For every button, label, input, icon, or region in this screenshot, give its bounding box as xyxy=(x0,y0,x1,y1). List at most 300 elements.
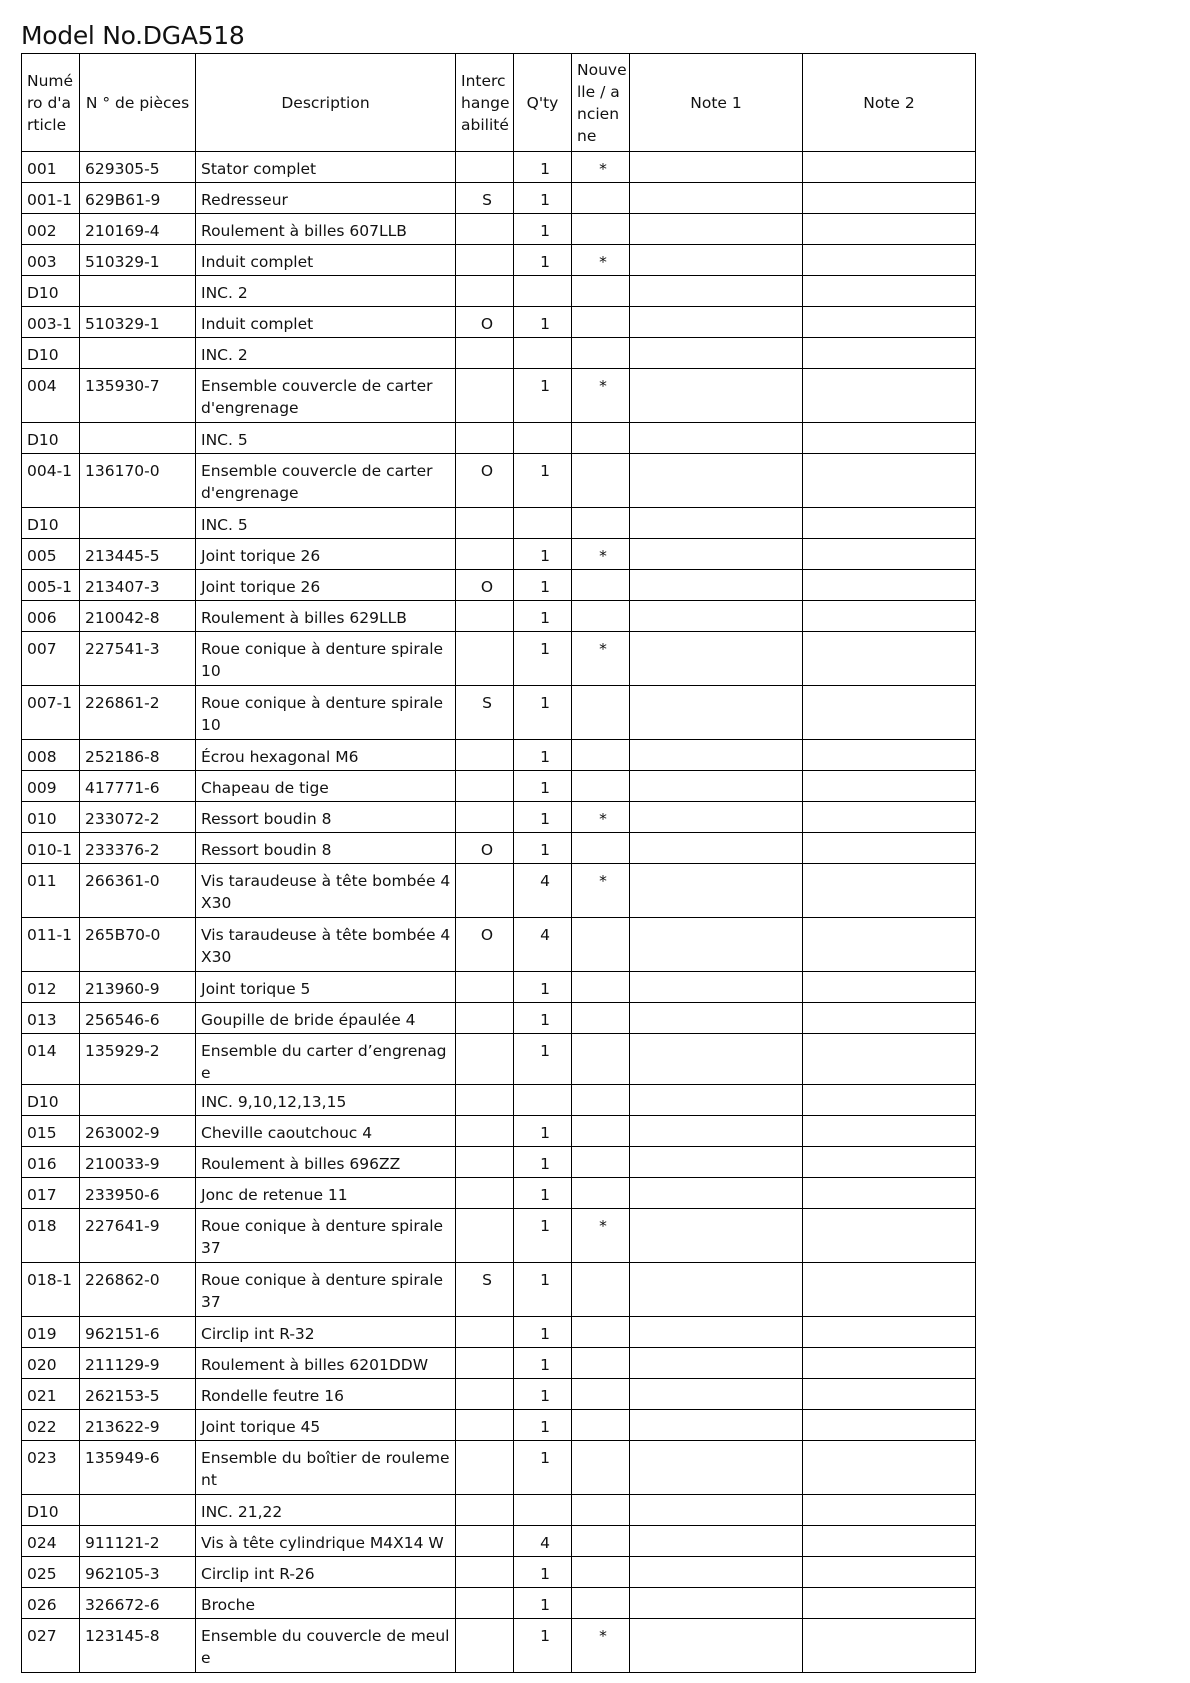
cell-part-number xyxy=(80,1085,196,1116)
cell-item-number: 010-1 xyxy=(22,833,80,864)
cell-note-1 xyxy=(630,276,803,307)
cell-part-number: 226862-0 xyxy=(80,1263,196,1317)
cell-item-number: 001-1 xyxy=(22,183,80,214)
cell-new-old xyxy=(572,1441,630,1495)
cell-new-old xyxy=(572,833,630,864)
cell-note-1 xyxy=(630,214,803,245)
cell-interchangeability xyxy=(456,1209,514,1263)
cell-interchangeability xyxy=(456,1085,514,1116)
cell-interchangeability xyxy=(456,1441,514,1495)
cell-note-2 xyxy=(803,245,976,276)
cell-note-1 xyxy=(630,601,803,632)
cell-note-2 xyxy=(803,601,976,632)
table-row xyxy=(22,1209,976,1263)
cell-note-2 xyxy=(803,214,976,245)
cell-quantity: 1 xyxy=(514,1379,572,1410)
cell-interchangeability xyxy=(456,1178,514,1209)
cell-note-1 xyxy=(630,338,803,369)
cell-interchangeability xyxy=(456,423,514,454)
cell-item-number: 025 xyxy=(22,1557,80,1588)
table-row xyxy=(22,686,976,740)
cell-quantity: 1 xyxy=(514,1034,572,1085)
cell-item-number: 001 xyxy=(22,152,80,183)
cell-quantity: 1 xyxy=(514,972,572,1003)
cell-item-number: 015 xyxy=(22,1116,80,1147)
cell-part-number: 252186-8 xyxy=(80,740,196,771)
cell-note-2 xyxy=(803,1619,976,1673)
header-note-1: Note 1 xyxy=(630,54,803,152)
cell-item-number: 004 xyxy=(22,369,80,423)
cell-description: Redresseur xyxy=(196,183,456,214)
cell-note-2 xyxy=(803,1495,976,1526)
cell-quantity xyxy=(514,508,572,539)
cell-note-2 xyxy=(803,1116,976,1147)
cell-item-number: D10 xyxy=(22,508,80,539)
cell-description: Joint torique 26 xyxy=(196,539,456,570)
cell-note-2 xyxy=(803,686,976,740)
cell-item-number: 022 xyxy=(22,1410,80,1441)
cell-note-2 xyxy=(803,918,976,972)
table-row xyxy=(22,1116,976,1147)
cell-note-2 xyxy=(803,972,976,1003)
table-row xyxy=(22,1441,976,1495)
cell-part-number: 263002-9 xyxy=(80,1116,196,1147)
table-row xyxy=(22,1085,976,1116)
cell-part-number: 210042-8 xyxy=(80,601,196,632)
cell-quantity: 1 xyxy=(514,1441,572,1495)
cell-new-old xyxy=(572,601,630,632)
cell-new-old xyxy=(572,1379,630,1410)
cell-item-number: 019 xyxy=(22,1317,80,1348)
table-row xyxy=(22,276,976,307)
cell-note-1 xyxy=(630,1209,803,1263)
cell-note-1 xyxy=(630,508,803,539)
cell-description: Induit complet xyxy=(196,307,456,338)
cell-description: Vis taraudeuse à tête bombée 4X30 xyxy=(196,864,456,918)
cell-new-old xyxy=(572,686,630,740)
cell-note-1 xyxy=(630,1526,803,1557)
cell-interchangeability xyxy=(456,338,514,369)
cell-note-2 xyxy=(803,338,976,369)
cell-part-number: 629B61-9 xyxy=(80,183,196,214)
cell-interchangeability xyxy=(456,864,514,918)
cell-interchangeability xyxy=(456,1116,514,1147)
cell-quantity: 1 xyxy=(514,802,572,833)
cell-item-number: D10 xyxy=(22,338,80,369)
cell-note-1 xyxy=(630,454,803,508)
cell-item-number: D10 xyxy=(22,1495,80,1526)
cell-quantity xyxy=(514,423,572,454)
cell-interchangeability: S xyxy=(456,183,514,214)
cell-item-number: 003-1 xyxy=(22,307,80,338)
cell-note-2 xyxy=(803,276,976,307)
cell-new-old xyxy=(572,1410,630,1441)
table-row xyxy=(22,771,976,802)
cell-item-number: 018-1 xyxy=(22,1263,80,1317)
table-row xyxy=(22,214,976,245)
cell-new-old xyxy=(572,1588,630,1619)
cell-item-number: 027 xyxy=(22,1619,80,1673)
table-row xyxy=(22,245,976,276)
cell-note-1 xyxy=(630,307,803,338)
cell-part-number: 326672-6 xyxy=(80,1588,196,1619)
cell-part-number: 213407-3 xyxy=(80,570,196,601)
cell-part-number: 227641-9 xyxy=(80,1209,196,1263)
cell-description: Ressort boudin 8 xyxy=(196,802,456,833)
cell-description: Roulement à billes 6201DDW xyxy=(196,1348,456,1379)
cell-description: Broche xyxy=(196,1588,456,1619)
cell-quantity: 1 xyxy=(514,1147,572,1178)
cell-note-2 xyxy=(803,423,976,454)
cell-interchangeability: S xyxy=(456,1263,514,1317)
table-row xyxy=(22,1526,976,1557)
cell-part-number xyxy=(80,423,196,454)
table-row xyxy=(22,539,976,570)
header-interchangeability: Interchangeabilité xyxy=(456,54,514,152)
cell-quantity: 4 xyxy=(514,864,572,918)
cell-item-number: 023 xyxy=(22,1441,80,1495)
cell-note-2 xyxy=(803,1178,976,1209)
cell-new-old xyxy=(572,307,630,338)
cell-note-1 xyxy=(630,152,803,183)
cell-description: Écrou hexagonal M6 xyxy=(196,740,456,771)
cell-new-old xyxy=(572,508,630,539)
table-row xyxy=(22,740,976,771)
cell-interchangeability: O xyxy=(456,918,514,972)
cell-interchangeability: O xyxy=(456,454,514,508)
cell-quantity: 1 xyxy=(514,570,572,601)
cell-note-2 xyxy=(803,1588,976,1619)
header-row xyxy=(22,54,976,152)
cell-note-1 xyxy=(630,740,803,771)
cell-note-2 xyxy=(803,864,976,918)
cell-item-number: 006 xyxy=(22,601,80,632)
cell-part-number: 213445-5 xyxy=(80,539,196,570)
cell-description: Roulement à billes 629LLB xyxy=(196,601,456,632)
cell-note-2 xyxy=(803,1557,976,1588)
cell-description: Roue conique à denture spirale 37 xyxy=(196,1263,456,1317)
cell-quantity: 1 xyxy=(514,833,572,864)
cell-item-number: 005-1 xyxy=(22,570,80,601)
cell-note-1 xyxy=(630,1588,803,1619)
cell-note-2 xyxy=(803,1085,976,1116)
cell-note-2 xyxy=(803,771,976,802)
cell-quantity: 1 xyxy=(514,601,572,632)
cell-item-number: 021 xyxy=(22,1379,80,1410)
cell-quantity: 1 xyxy=(514,369,572,423)
cell-note-1 xyxy=(630,1441,803,1495)
cell-note-1 xyxy=(630,539,803,570)
cell-item-number: 018 xyxy=(22,1209,80,1263)
cell-part-number: 962105-3 xyxy=(80,1557,196,1588)
cell-description: Joint torique 45 xyxy=(196,1410,456,1441)
cell-note-2 xyxy=(803,1379,976,1410)
cell-item-number: 008 xyxy=(22,740,80,771)
cell-part-number: 962151-6 xyxy=(80,1317,196,1348)
cell-description: INC. 21,22 xyxy=(196,1495,456,1526)
parts-table xyxy=(21,53,976,1673)
cell-quantity: 1 xyxy=(514,1317,572,1348)
cell-description: Circlip int R-26 xyxy=(196,1557,456,1588)
cell-quantity: 1 xyxy=(514,1116,572,1147)
cell-note-1 xyxy=(630,1410,803,1441)
cell-description: INC. 2 xyxy=(196,276,456,307)
cell-description: Goupille de bride épaulée 4 xyxy=(196,1003,456,1034)
cell-quantity: 1 xyxy=(514,152,572,183)
cell-new-old xyxy=(572,338,630,369)
cell-quantity xyxy=(514,1085,572,1116)
cell-interchangeability: O xyxy=(456,833,514,864)
cell-description: INC. 5 xyxy=(196,508,456,539)
cell-part-number: 210033-9 xyxy=(80,1147,196,1178)
cell-quantity xyxy=(514,276,572,307)
cell-new-old xyxy=(572,1263,630,1317)
cell-note-2 xyxy=(803,1441,976,1495)
cell-description: Roue conique à denture spirale 10 xyxy=(196,632,456,686)
cell-note-2 xyxy=(803,570,976,601)
cell-quantity: 1 xyxy=(514,539,572,570)
cell-note-1 xyxy=(630,686,803,740)
cell-interchangeability: O xyxy=(456,570,514,601)
cell-note-2 xyxy=(803,539,976,570)
cell-item-number: 011 xyxy=(22,864,80,918)
cell-part-number: 233376-2 xyxy=(80,833,196,864)
table-row xyxy=(22,1410,976,1441)
cell-item-number: 004-1 xyxy=(22,454,80,508)
cell-new-old: * xyxy=(572,369,630,423)
cell-note-1 xyxy=(630,1003,803,1034)
cell-note-1 xyxy=(630,1348,803,1379)
cell-note-1 xyxy=(630,1619,803,1673)
cell-note-1 xyxy=(630,570,803,601)
cell-part-number: 510329-1 xyxy=(80,245,196,276)
cell-interchangeability: S xyxy=(456,686,514,740)
cell-part-number: 136170-0 xyxy=(80,454,196,508)
cell-note-1 xyxy=(630,1085,803,1116)
cell-note-1 xyxy=(630,245,803,276)
cell-item-number: 024 xyxy=(22,1526,80,1557)
cell-note-1 xyxy=(630,183,803,214)
table-row xyxy=(22,1034,976,1085)
cell-new-old xyxy=(572,972,630,1003)
cell-item-number: D10 xyxy=(22,1085,80,1116)
cell-part-number xyxy=(80,276,196,307)
cell-note-2 xyxy=(803,454,976,508)
cell-description: Roue conique à denture spirale 37 xyxy=(196,1209,456,1263)
cell-item-number: 007 xyxy=(22,632,80,686)
cell-quantity xyxy=(514,338,572,369)
cell-quantity: 1 xyxy=(514,1178,572,1209)
cell-quantity: 1 xyxy=(514,740,572,771)
table-row xyxy=(22,1003,976,1034)
cell-new-old: * xyxy=(572,1209,630,1263)
cell-interchangeability xyxy=(456,539,514,570)
cell-description: Roulement à billes 607LLB xyxy=(196,214,456,245)
cell-description: Ensemble couvercle de carter d'engrenage xyxy=(196,454,456,508)
cell-note-1 xyxy=(630,1178,803,1209)
table-row xyxy=(22,1495,976,1526)
table-row xyxy=(22,369,976,423)
cell-description: Joint torique 5 xyxy=(196,972,456,1003)
cell-new-old: * xyxy=(572,802,630,833)
cell-part-number: 256546-6 xyxy=(80,1003,196,1034)
cell-note-1 xyxy=(630,1116,803,1147)
cell-note-2 xyxy=(803,1526,976,1557)
cell-interchangeability xyxy=(456,1379,514,1410)
cell-part-number: 213622-9 xyxy=(80,1410,196,1441)
model-title: Model No.DGA518 xyxy=(21,21,245,50)
cell-interchangeability xyxy=(456,1526,514,1557)
cell-note-1 xyxy=(630,1379,803,1410)
cell-new-old xyxy=(572,570,630,601)
cell-part-number: 227541-3 xyxy=(80,632,196,686)
cell-note-2 xyxy=(803,1348,976,1379)
cell-note-2 xyxy=(803,1263,976,1317)
cell-item-number: D10 xyxy=(22,423,80,454)
table-row xyxy=(22,632,976,686)
table-row xyxy=(22,183,976,214)
table-row xyxy=(22,802,976,833)
cell-quantity xyxy=(514,1495,572,1526)
cell-item-number: 007-1 xyxy=(22,686,80,740)
cell-note-2 xyxy=(803,508,976,539)
cell-interchangeability xyxy=(456,1147,514,1178)
cell-interchangeability xyxy=(456,1003,514,1034)
cell-new-old xyxy=(572,740,630,771)
table-row xyxy=(22,570,976,601)
cell-note-2 xyxy=(803,740,976,771)
cell-note-1 xyxy=(630,1495,803,1526)
cell-item-number: 020 xyxy=(22,1348,80,1379)
cell-part-number: 233950-6 xyxy=(80,1178,196,1209)
cell-new-old xyxy=(572,1034,630,1085)
cell-interchangeability xyxy=(456,276,514,307)
cell-interchangeability xyxy=(456,1588,514,1619)
table-row xyxy=(22,601,976,632)
cell-new-old xyxy=(572,1348,630,1379)
cell-new-old xyxy=(572,183,630,214)
cell-new-old xyxy=(572,423,630,454)
cell-note-1 xyxy=(630,1034,803,1085)
header-description: Description xyxy=(196,54,456,152)
cell-part-number: 911121-2 xyxy=(80,1526,196,1557)
cell-new-old xyxy=(572,1495,630,1526)
cell-quantity: 1 xyxy=(514,1619,572,1673)
cell-quantity: 1 xyxy=(514,632,572,686)
cell-new-old xyxy=(572,1317,630,1348)
table-row xyxy=(22,864,976,918)
cell-note-2 xyxy=(803,632,976,686)
cell-part-number: 629305-5 xyxy=(80,152,196,183)
cell-part-number: 123145-8 xyxy=(80,1619,196,1673)
cell-note-1 xyxy=(630,864,803,918)
cell-description: Roue conique à denture spirale 10 xyxy=(196,686,456,740)
parts-table-body xyxy=(22,152,976,1673)
cell-new-old xyxy=(572,1147,630,1178)
cell-note-1 xyxy=(630,833,803,864)
cell-interchangeability xyxy=(456,214,514,245)
cell-part-number: 210169-4 xyxy=(80,214,196,245)
cell-item-number: 016 xyxy=(22,1147,80,1178)
cell-description: Ensemble du carter d’engrenage xyxy=(196,1034,456,1085)
table-row xyxy=(22,338,976,369)
cell-note-2 xyxy=(803,1317,976,1348)
cell-quantity: 1 xyxy=(514,1209,572,1263)
cell-interchangeability xyxy=(456,1557,514,1588)
cell-note-1 xyxy=(630,771,803,802)
cell-description: Circlip int R-32 xyxy=(196,1317,456,1348)
table-row xyxy=(22,1379,976,1410)
cell-part-number: 510329-1 xyxy=(80,307,196,338)
cell-item-number: 014 xyxy=(22,1034,80,1085)
cell-quantity: 1 xyxy=(514,771,572,802)
cell-interchangeability xyxy=(456,152,514,183)
table-row xyxy=(22,972,976,1003)
table-row xyxy=(22,508,976,539)
cell-new-old xyxy=(572,214,630,245)
cell-quantity: 1 xyxy=(514,1557,572,1588)
cell-new-old xyxy=(572,1526,630,1557)
cell-part-number: 266361-0 xyxy=(80,864,196,918)
cell-part-number: 213960-9 xyxy=(80,972,196,1003)
cell-new-old xyxy=(572,918,630,972)
cell-note-2 xyxy=(803,1147,976,1178)
table-row xyxy=(22,918,976,972)
table-row xyxy=(22,1348,976,1379)
cell-part-number: 417771-6 xyxy=(80,771,196,802)
cell-part-number: 233072-2 xyxy=(80,802,196,833)
cell-new-old xyxy=(572,1003,630,1034)
cell-interchangeability xyxy=(456,771,514,802)
cell-quantity: 1 xyxy=(514,1410,572,1441)
cell-description: Vis taraudeuse à tête bombée 4X30 xyxy=(196,918,456,972)
table-row xyxy=(22,1317,976,1348)
cell-part-number xyxy=(80,508,196,539)
cell-interchangeability xyxy=(456,601,514,632)
cell-quantity: 4 xyxy=(514,918,572,972)
cell-interchangeability xyxy=(456,1034,514,1085)
cell-quantity: 1 xyxy=(514,214,572,245)
cell-new-old: * xyxy=(572,152,630,183)
cell-description: Ensemble du boîtier de roulement xyxy=(196,1441,456,1495)
cell-part-number: 262153-5 xyxy=(80,1379,196,1410)
cell-quantity: 1 xyxy=(514,1263,572,1317)
cell-quantity: 1 xyxy=(514,183,572,214)
header-item-number: Numéro d'article xyxy=(22,54,80,152)
cell-interchangeability xyxy=(456,369,514,423)
cell-note-1 xyxy=(630,972,803,1003)
cell-new-old xyxy=(572,454,630,508)
cell-note-1 xyxy=(630,1557,803,1588)
cell-item-number: 009 xyxy=(22,771,80,802)
cell-item-number: 026 xyxy=(22,1588,80,1619)
cell-item-number: 013 xyxy=(22,1003,80,1034)
cell-new-old xyxy=(572,1557,630,1588)
cell-part-number: 135930-7 xyxy=(80,369,196,423)
cell-interchangeability xyxy=(456,740,514,771)
table-row xyxy=(22,1557,976,1588)
cell-quantity: 4 xyxy=(514,1526,572,1557)
table-row xyxy=(22,1619,976,1673)
cell-quantity: 1 xyxy=(514,1588,572,1619)
cell-note-2 xyxy=(803,369,976,423)
cell-interchangeability xyxy=(456,972,514,1003)
cell-part-number: 135929-2 xyxy=(80,1034,196,1085)
cell-note-1 xyxy=(630,369,803,423)
cell-quantity: 1 xyxy=(514,454,572,508)
cell-description: Chapeau de tige xyxy=(196,771,456,802)
cell-new-old xyxy=(572,276,630,307)
